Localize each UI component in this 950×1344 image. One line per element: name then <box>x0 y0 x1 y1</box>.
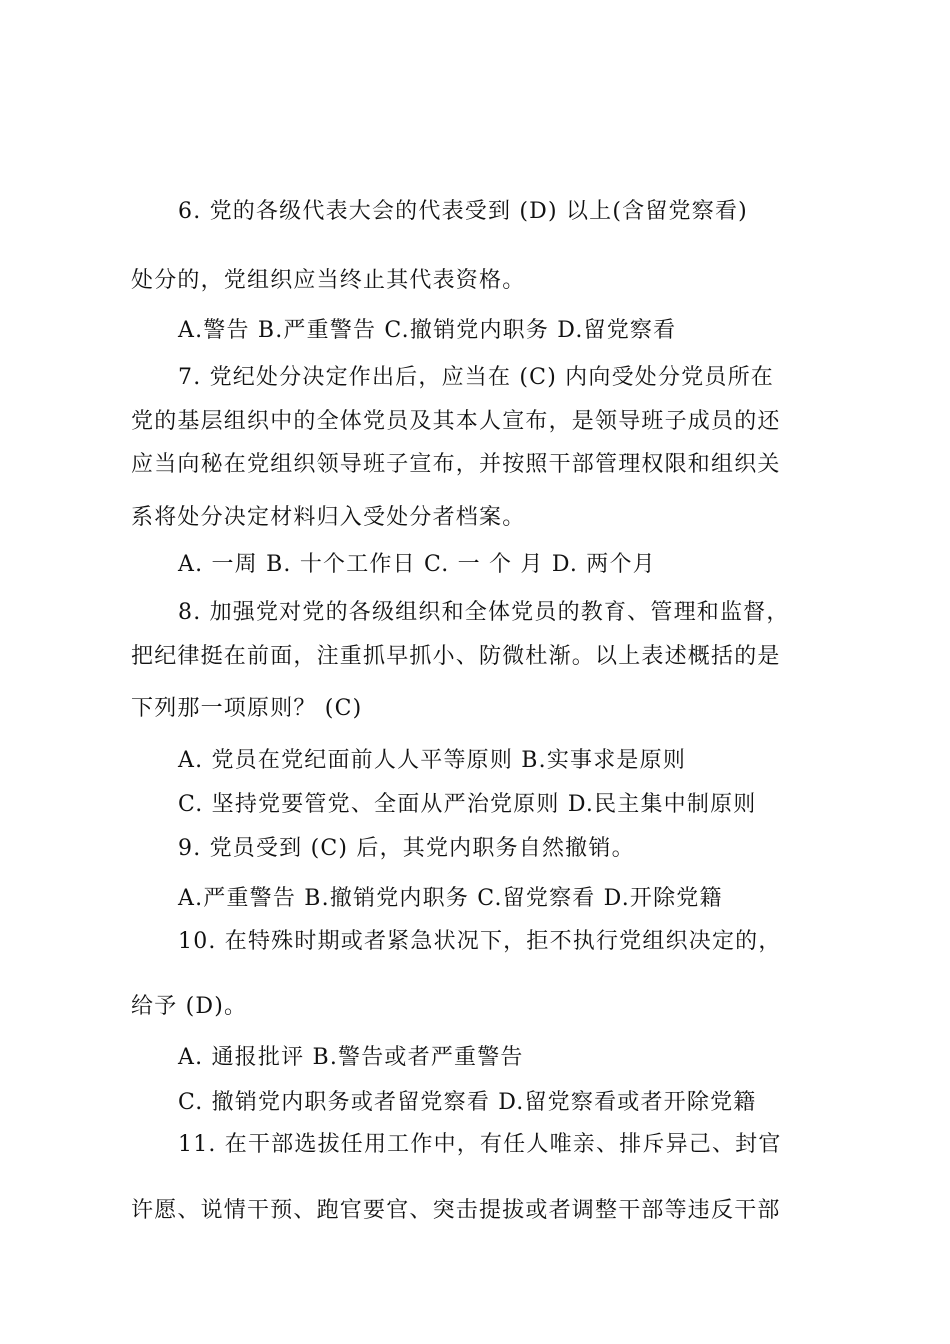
q10-line-1: 10. 在特殊时期或者紧急状况下，拒不执行党组织决定的， <box>178 929 782 954</box>
q8-line-3: 下列那一项原则？ (C) <box>131 696 363 721</box>
q10-options-2: C. 撤销党内职务或者留党察看 D.留党察看或者开除党籍 <box>178 1090 757 1115</box>
q7-line-2: 党的基层组织中的全体党员及其本人宣布，是领导班子成员的还 <box>131 409 781 434</box>
q7-line-3: 应当向秘在党组织领导班子宣布，并按照干部管理权限和组织关 <box>131 452 781 477</box>
q7-line-4: 系将处分决定材料归入受处分者档案。 <box>131 505 526 530</box>
q9-options: A.严重警告 B.撤销党内职务 C.留党察看 D.开除党籍 <box>178 886 723 911</box>
q6-options: A.警告 B.严重警告 C.撤销党内职务 D.留党察看 <box>178 318 677 343</box>
q10-options-1: A. 通报批评 B.警告或者严重警告 <box>178 1045 524 1070</box>
q7-line-1: 7. 党纪处分决定作出后，应当在 (C) 内向受处分党员所在 <box>178 365 774 390</box>
q6-line-1: 6. 党的各级代表大会的代表受到 (D) 以上(含留党察看) <box>178 199 748 224</box>
q10-line-2: 给予 (D)。 <box>131 994 248 1019</box>
q6-line-2: 处分的，党组织应当终止其代表资格。 <box>131 268 526 293</box>
q11-line-2: 许愿、说情干预、跑官要官、突击提拔或者调整干部等违反干部 <box>131 1198 781 1223</box>
q8-line-2: 把纪律挺在前面，注重抓早抓小、防微杜渐。以上表述概括的是 <box>131 644 781 669</box>
q8-options-2: C. 坚持党要管党、全面从严治党原则 D.民主集中制原则 <box>178 792 757 817</box>
q8-options-1: A. 党员在党纪面前人人平等原则 B.实事求是原则 <box>178 748 687 773</box>
q9-line-1: 9. 党员受到 (C) 后，其党内职务自然撤销。 <box>178 836 635 861</box>
q7-options: A. 一周 B. 十个工作日 C. 一 个 月 D. 两个月 <box>178 552 656 577</box>
q8-line-1: 8. 加强党对党的各级组织和全体党员的教育、管理和监督， <box>178 600 790 625</box>
q11-line-1: 11. 在干部选拔任用工作中，有任人唯亲、排斥异己、封官 <box>178 1132 782 1157</box>
